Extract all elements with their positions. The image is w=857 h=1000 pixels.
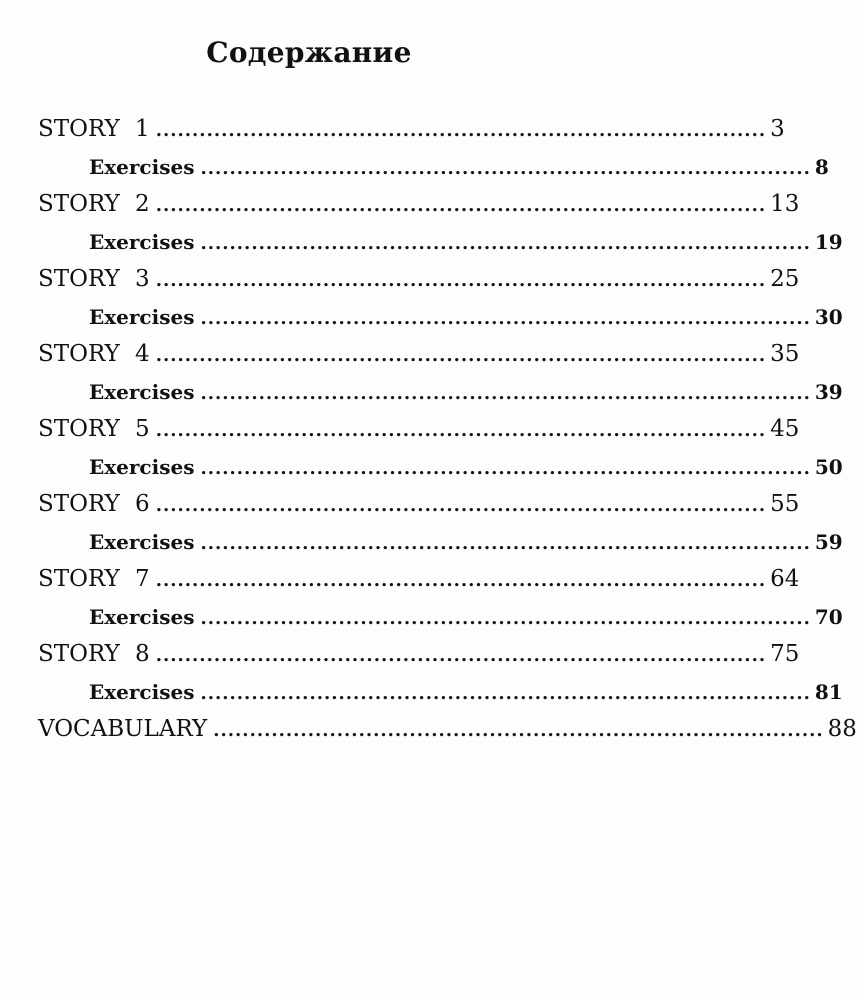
- toc-entry-label: Exercises: [89, 455, 195, 479]
- toc-entry-story-3: [38, 261, 800, 298]
- toc-page-number: 55: [770, 491, 800, 517]
- toc-entry-story-1: [38, 111, 785, 148]
- dot-leader: ....................................................................................: [155, 570, 767, 591]
- dot-leader: ....................................................................................: [155, 120, 767, 141]
- toc-entry-label: STORY 7: [38, 566, 150, 592]
- dot-leader: ....................................................................................: [200, 533, 811, 554]
- dot-leader: ....................................................................................: [155, 345, 767, 366]
- dot-leader: ....................................................................................: [200, 158, 811, 179]
- toc-page-number: 64: [770, 566, 800, 592]
- dot-leader: ....................................................................................: [200, 308, 811, 329]
- toc-entry-label: Exercises: [89, 155, 195, 179]
- dot-leader: ....................................................................................: [155, 645, 767, 666]
- dot-leader: ....................................................................................: [155, 270, 767, 291]
- toc-entry-exercises-3: [38, 298, 843, 336]
- dot-leader: ....................................................................................: [155, 195, 767, 216]
- toc-entry-exercises-8: [38, 673, 843, 711]
- toc-entry-label: Exercises: [89, 380, 195, 404]
- toc-entry-label: Exercises: [89, 605, 195, 629]
- toc-page-number: 35: [770, 341, 800, 367]
- toc-page-number: 45: [770, 416, 800, 442]
- toc-entry-story-2: [38, 186, 800, 223]
- toc-page-number: 50: [814, 455, 843, 479]
- toc-page-number: 8: [814, 155, 829, 179]
- toc-page-number: 3: [770, 116, 785, 142]
- toc-entry-exercises-5: [38, 448, 843, 486]
- toc-page-number: 59: [814, 530, 843, 554]
- page-title: Содержание: [206, 36, 412, 69]
- toc-entry-exercises-6: [38, 523, 843, 561]
- dot-leader: ....................................................................................: [200, 683, 811, 704]
- toc-entry-story-8: [38, 636, 800, 673]
- toc-entry-label: STORY 1: [38, 116, 150, 142]
- dot-leader: ....................................................................................: [200, 233, 811, 254]
- toc-page-number: 30: [814, 305, 843, 329]
- toc-page-number: 39: [814, 380, 843, 404]
- toc-page-number: 88: [827, 716, 857, 742]
- dot-leader: ....................................................................................: [213, 720, 824, 741]
- table-of-contents: [38, 111, 857, 748]
- toc-page-number: 70: [814, 605, 843, 629]
- toc-entry-label: VOCABULARY: [38, 716, 208, 742]
- dot-leader: ....................................................................................: [155, 420, 767, 441]
- toc-entry-label: Exercises: [89, 530, 195, 554]
- dot-leader: ....................................................................................: [155, 495, 767, 516]
- toc-entry-label: Exercises: [89, 230, 195, 254]
- toc-entry-label: STORY 8: [38, 641, 150, 667]
- toc-entry-story-6: [38, 486, 800, 523]
- toc-entry-label: STORY 4: [38, 341, 150, 367]
- toc-page-number: 25: [770, 266, 800, 292]
- toc-entry-label: Exercises: [89, 305, 195, 329]
- toc-entry-label: Exercises: [89, 680, 195, 704]
- toc-entry-label: STORY 6: [38, 491, 150, 517]
- toc-entry-exercises-4: [38, 373, 843, 411]
- dot-leader: ....................................................................................: [200, 383, 811, 404]
- toc-entry-exercises-2: [38, 223, 843, 261]
- toc-entry-label: STORY 5: [38, 416, 150, 442]
- toc-page-number: 75: [770, 641, 800, 667]
- toc-entry-story-7: [38, 561, 800, 598]
- toc-entry-vocabulary: [38, 711, 857, 748]
- toc-entry-label: STORY 3: [38, 266, 150, 292]
- dot-leader: ....................................................................................: [200, 458, 811, 479]
- toc-entry-exercises-1: [38, 148, 829, 186]
- toc-page-number: 19: [814, 230, 843, 254]
- toc-entry-story-4: [38, 336, 800, 373]
- dot-leader: ....................................................................................: [200, 608, 811, 629]
- toc-entry-exercises-7: [38, 598, 843, 636]
- toc-entry-label: STORY 2: [38, 191, 150, 217]
- toc-page-number: 13: [770, 191, 800, 217]
- toc-page-number: 81: [814, 680, 843, 704]
- toc-entry-story-5: [38, 411, 800, 448]
